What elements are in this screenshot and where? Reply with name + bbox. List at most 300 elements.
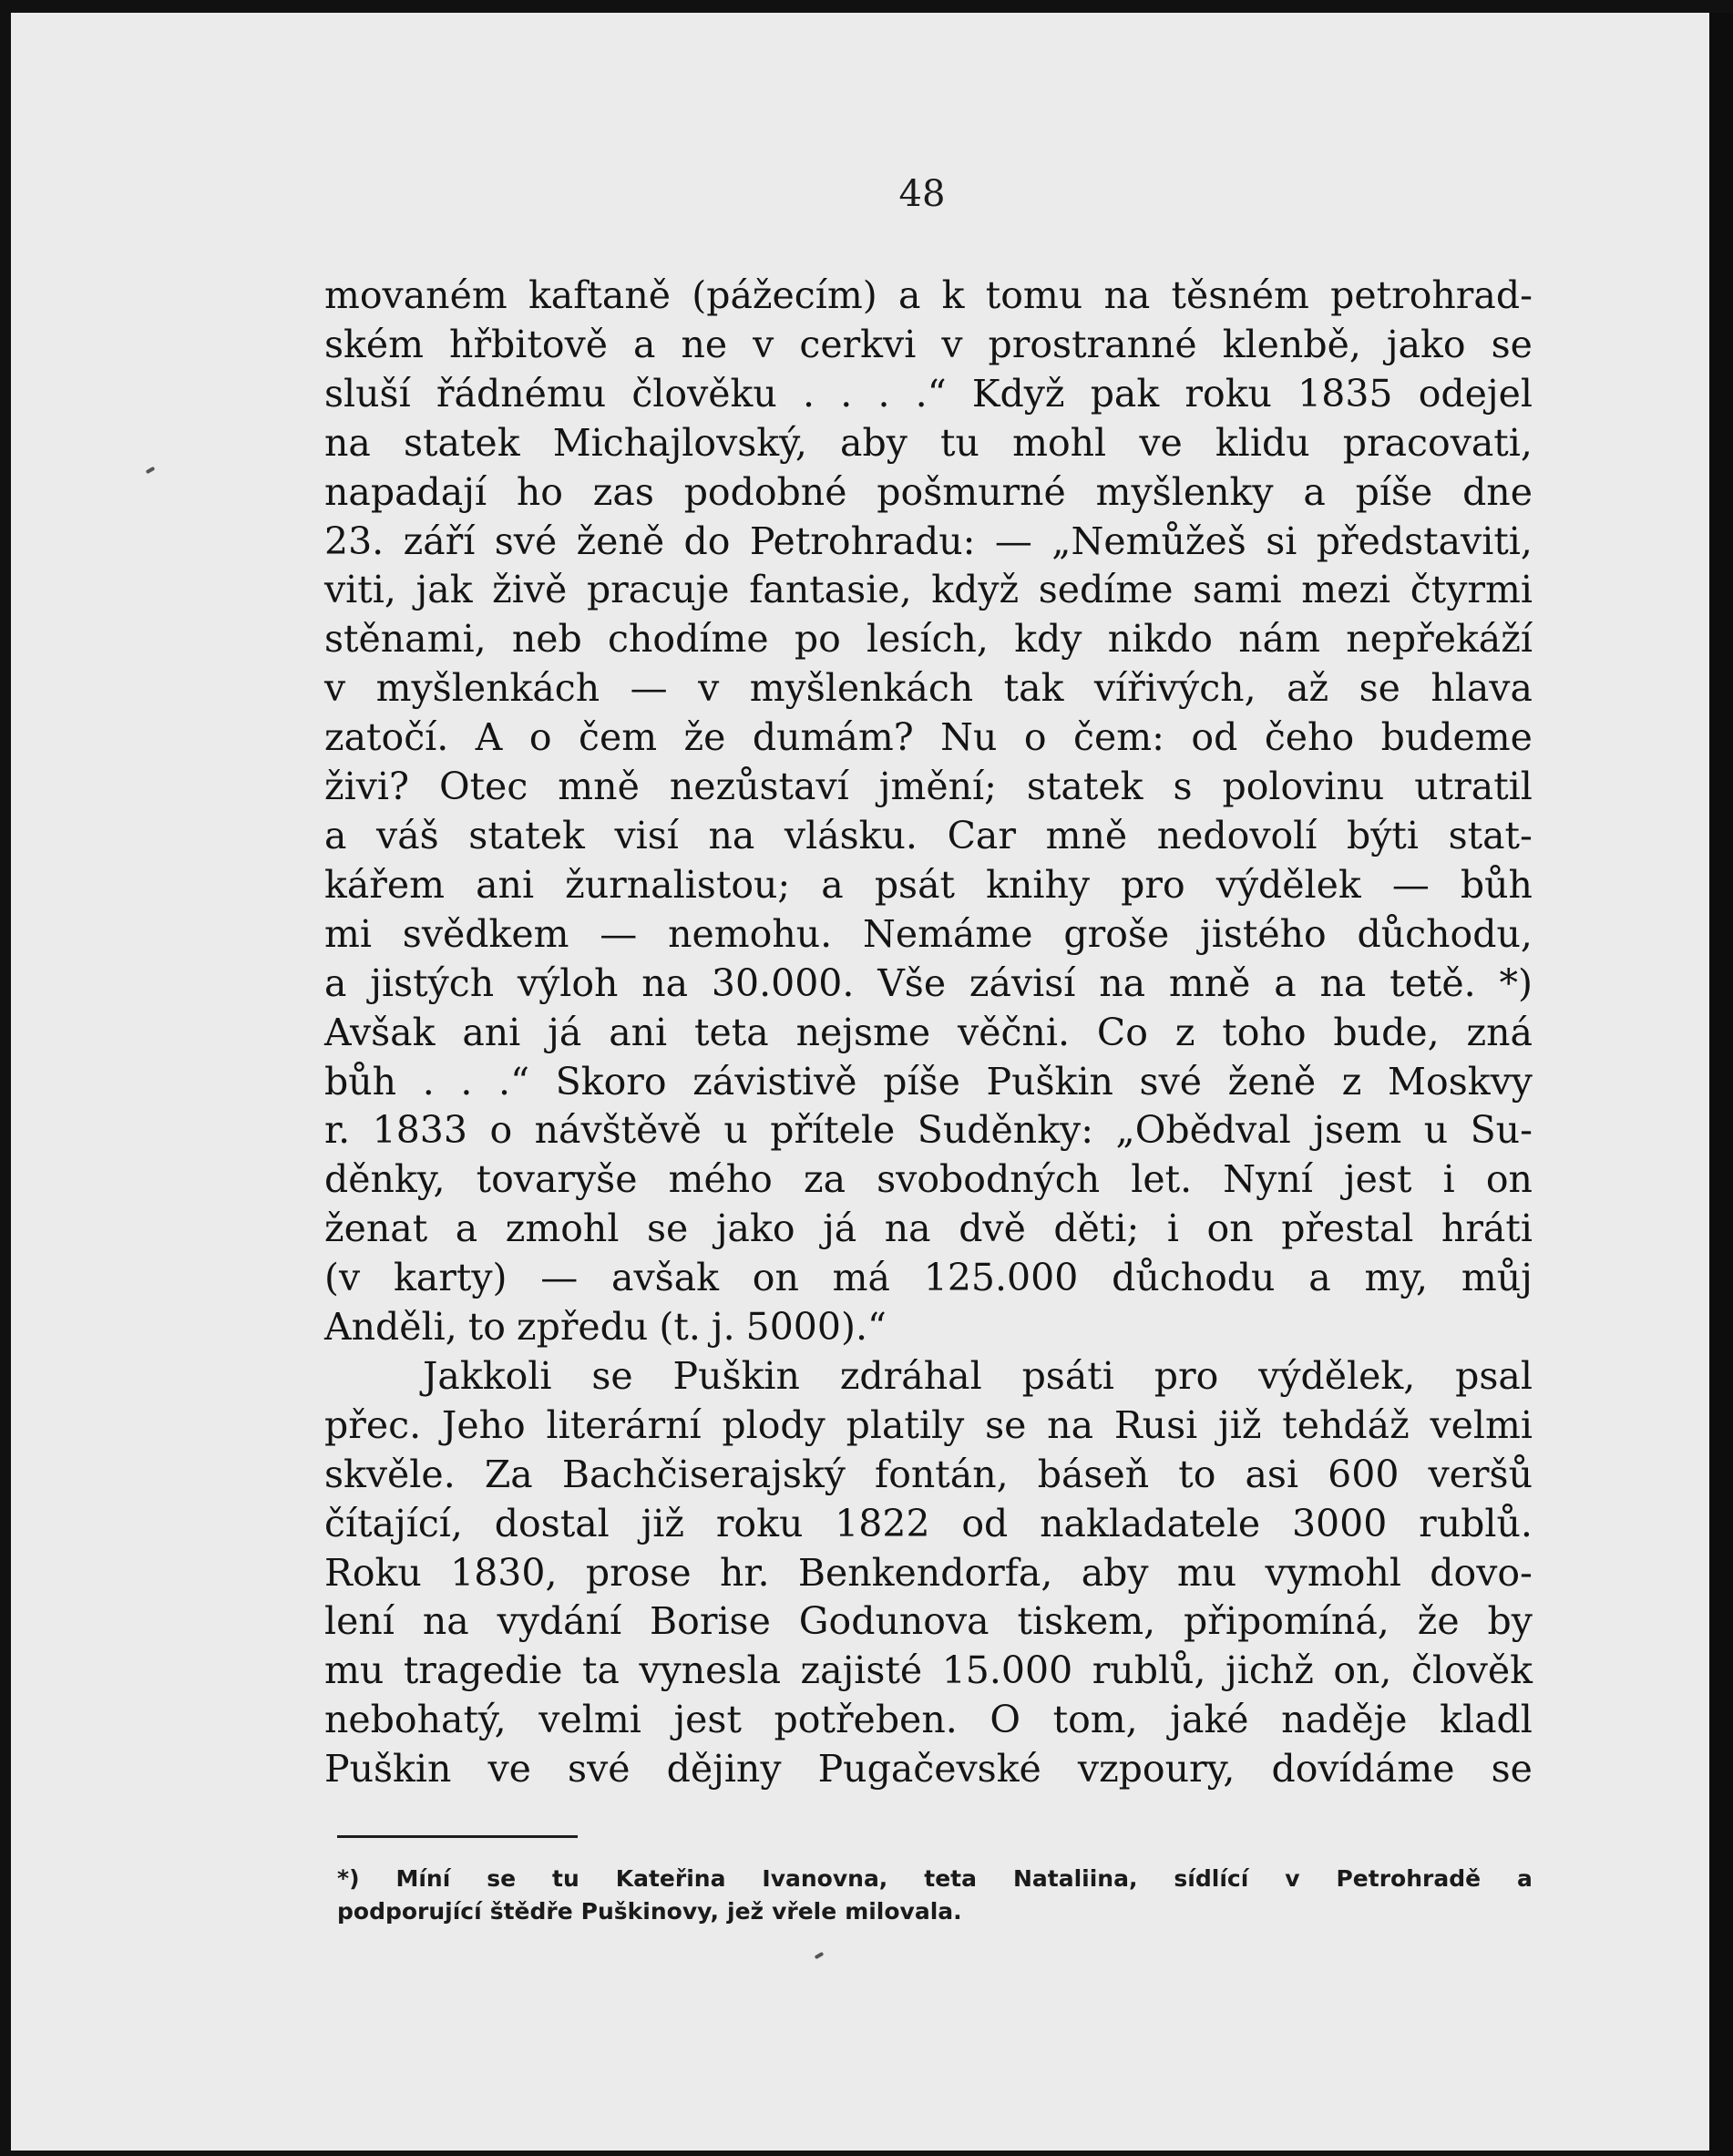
word: přítele <box>770 1108 896 1153</box>
word: mezi <box>1301 568 1391 612</box>
word: pošmurné <box>877 469 1066 514</box>
word: dne <box>1462 469 1533 514</box>
word: hřbitově <box>449 322 608 366</box>
word: knihy <box>986 862 1091 907</box>
word: čtyrmi <box>1410 568 1533 612</box>
word: milovala. <box>845 1898 962 1925</box>
word: na <box>1099 960 1146 1005</box>
word: když <box>931 568 1020 612</box>
word: psal <box>1455 1353 1533 1398</box>
word: dumám? <box>752 715 914 760</box>
word: výdělek <box>1215 862 1361 907</box>
word: můj <box>1461 1256 1533 1300</box>
word: svědkem <box>402 911 569 956</box>
footnote-line <box>337 1895 1533 1928</box>
word: na <box>1319 960 1367 1005</box>
word: ském <box>324 322 425 366</box>
word: Suděnky: <box>917 1108 1094 1153</box>
word: Jakkoli <box>423 1353 552 1398</box>
word: kladl <box>1440 1698 1533 1742</box>
word: zmohl <box>505 1206 620 1251</box>
word: pak <box>1090 371 1160 416</box>
word: živě <box>492 568 568 612</box>
word: ženě <box>576 518 665 563</box>
word: důchodu <box>1112 1256 1276 1300</box>
word: závisí <box>969 960 1076 1005</box>
word: sami <box>1193 568 1282 612</box>
word: Puškin <box>324 1747 452 1792</box>
word: mého <box>668 1157 773 1202</box>
text-line <box>324 468 1533 518</box>
word: se <box>1491 1747 1533 1792</box>
word: Skoro <box>555 1059 667 1104</box>
word: Nyní <box>1223 1157 1313 1202</box>
word: Když <box>971 371 1065 416</box>
word: on <box>1206 1206 1254 1251</box>
text-line <box>324 1106 1533 1155</box>
word: vířivých, <box>1093 666 1256 711</box>
word: Rusi <box>1113 1402 1198 1447</box>
word: v <box>698 666 720 711</box>
ink-speck <box>815 1952 825 1959</box>
word: nám <box>1238 617 1320 662</box>
text-line <box>324 1500 1533 1549</box>
word: od <box>961 1501 1009 1545</box>
word: a <box>324 813 347 857</box>
word: Puškinovy, <box>580 1898 719 1925</box>
word: 5000).“ <box>745 1305 887 1350</box>
word: ženat <box>324 1206 428 1251</box>
word: si <box>1266 518 1297 563</box>
word: vlásku. <box>784 813 918 857</box>
word: nemohu. <box>668 911 833 956</box>
word: rublů. <box>1419 1501 1533 1545</box>
text-line <box>324 1745 1533 1794</box>
word: hr. <box>720 1550 770 1595</box>
word: . <box>460 1059 473 1104</box>
word: zpředu <box>516 1305 649 1350</box>
word: i <box>1166 1206 1179 1251</box>
word: myšlenky <box>1095 469 1274 514</box>
word: štědře <box>489 1898 573 1925</box>
word: tragedie <box>403 1648 563 1693</box>
word: a <box>821 862 844 907</box>
word: veršů <box>1428 1452 1533 1496</box>
word: jmění; <box>878 765 997 809</box>
word: děti; <box>1053 1206 1140 1251</box>
word: Nu <box>940 715 998 760</box>
word: nakladatele <box>1040 1501 1261 1545</box>
word: 1833 <box>372 1108 467 1153</box>
word: se <box>591 1353 633 1398</box>
word: platily <box>846 1402 965 1447</box>
word: Avšak <box>324 1010 436 1054</box>
word: podobné <box>683 469 847 514</box>
word: on <box>752 1256 799 1300</box>
word: čem <box>578 715 658 760</box>
word: těsném <box>1171 273 1309 317</box>
word: podporující <box>337 1898 482 1925</box>
word: živi? <box>324 765 409 809</box>
word: mi <box>324 911 372 956</box>
word: psát <box>874 862 956 907</box>
word: nezůstaví <box>669 765 849 809</box>
word: Bachčiserajský <box>561 1452 846 1496</box>
word: r. <box>324 1108 351 1153</box>
word: a <box>1517 1865 1533 1892</box>
word: budeme <box>1380 715 1533 760</box>
word: pracuje <box>586 568 730 612</box>
word: vřele <box>772 1898 837 1925</box>
word: že <box>683 715 726 760</box>
word: zatočí. <box>324 715 449 760</box>
word: se <box>1359 666 1400 711</box>
word: lesích, <box>866 617 989 662</box>
word: tom, <box>1052 1698 1138 1742</box>
word: tak <box>1003 666 1064 711</box>
word: býti <box>1347 813 1419 857</box>
text-line <box>324 812 1533 861</box>
word: se <box>487 1865 517 1892</box>
word: Petrohradě <box>1336 1865 1482 1892</box>
word: na <box>422 1599 469 1644</box>
word: aby <box>840 420 908 465</box>
word: jest <box>673 1698 742 1742</box>
word: kdy <box>1014 617 1082 662</box>
word: klidu <box>1215 420 1310 465</box>
word: stat- <box>1448 813 1533 857</box>
word: čítající, <box>324 1501 463 1545</box>
word: (t. <box>659 1305 701 1350</box>
word: až <box>1287 666 1329 711</box>
word: dějiny <box>666 1747 782 1792</box>
word: rublů, <box>1092 1648 1206 1693</box>
word: zná <box>1466 1010 1533 1054</box>
word: Moskvy <box>1388 1059 1533 1104</box>
text-line <box>324 1696 1533 1745</box>
text-line <box>324 1205 1533 1254</box>
word: bůh <box>324 1059 397 1104</box>
word: teta <box>694 1010 769 1054</box>
word: ani <box>462 1010 521 1054</box>
word: Ivanovna, <box>762 1865 888 1892</box>
word: za <box>803 1157 846 1202</box>
word: — <box>630 666 668 711</box>
word: utratil <box>1414 765 1533 809</box>
word: vynesla <box>639 1648 782 1693</box>
word: tiskem, <box>1017 1599 1156 1644</box>
word: nejsme <box>795 1010 931 1054</box>
word: 1822 <box>835 1501 930 1545</box>
footnote <box>337 1863 1533 1928</box>
word: tu <box>552 1865 579 1892</box>
word: nebohatý, <box>324 1698 507 1742</box>
word: děnky, <box>324 1157 446 1202</box>
word: teta <box>924 1865 977 1892</box>
word: představiti, <box>1316 518 1533 563</box>
word: sedíme <box>1038 568 1174 612</box>
word: by <box>1487 1599 1533 1644</box>
word: mně <box>558 765 640 809</box>
word: 1835 <box>1297 371 1393 416</box>
word: Anděli, <box>324 1305 457 1350</box>
text-line <box>324 1155 1533 1205</box>
word: 1830, <box>450 1550 558 1595</box>
text-line <box>324 370 1533 419</box>
word: dovo- <box>1430 1550 1533 1595</box>
word: tomu <box>985 273 1083 317</box>
word: výloh <box>517 960 619 1005</box>
word: přestal <box>1281 1206 1414 1251</box>
text-line <box>324 1401 1533 1451</box>
word: na <box>1103 273 1151 317</box>
word: po <box>794 617 841 662</box>
word: roku <box>1184 371 1272 416</box>
word: jako <box>715 1206 795 1251</box>
word: mohl <box>1012 420 1107 465</box>
word: ani <box>476 862 535 907</box>
word: (pážecím) <box>692 273 877 317</box>
text-line <box>324 910 1533 960</box>
word: od <box>1191 715 1238 760</box>
text-line <box>324 861 1533 910</box>
word: .“ <box>498 1059 530 1104</box>
footnote-rule <box>337 1835 578 1838</box>
word: on, <box>1333 1648 1392 1693</box>
word: tehdáž <box>1282 1402 1410 1447</box>
text-line <box>324 566 1533 615</box>
word: zajisté <box>800 1648 923 1693</box>
word: Godunova <box>798 1599 990 1644</box>
word: chodíme <box>608 617 769 662</box>
text-line <box>324 419 1533 468</box>
word: asi <box>1245 1452 1299 1496</box>
text-line <box>324 1451 1533 1500</box>
word: O <box>990 1698 1020 1742</box>
word: petrohrad- <box>1330 273 1533 317</box>
word: do <box>683 518 731 563</box>
word: pro <box>1121 862 1185 907</box>
word: v <box>941 322 963 366</box>
word: v <box>324 666 346 711</box>
word: neb <box>511 617 582 662</box>
word: vymohl <box>1265 1550 1401 1595</box>
word: Otec <box>438 765 528 809</box>
word: a <box>455 1206 478 1251</box>
word: „Obědval <box>1115 1108 1291 1153</box>
word: člověku <box>631 371 777 416</box>
word: věčni. <box>958 1010 1070 1054</box>
word: 600 <box>1328 1452 1400 1496</box>
word: aby <box>1081 1550 1149 1595</box>
word: 125.000 <box>923 1256 1079 1300</box>
ink-speck <box>146 467 156 474</box>
word: tetě. <box>1389 960 1476 1005</box>
word: své <box>494 518 558 563</box>
word: v <box>1285 1865 1300 1892</box>
word: váš <box>376 813 439 857</box>
word: stěnami, <box>324 617 487 662</box>
word: on <box>1485 1157 1533 1202</box>
body-text <box>324 272 1533 1794</box>
word: viti, <box>324 568 396 612</box>
word: jako <box>1386 322 1466 366</box>
word: avšak <box>611 1256 719 1300</box>
word: fantasie, <box>749 568 912 612</box>
word: literární <box>546 1402 702 1447</box>
word: Borise <box>650 1599 771 1644</box>
word: toho <box>1222 1010 1307 1054</box>
word: se <box>1491 322 1533 366</box>
word: ve <box>487 1747 531 1792</box>
word: odejel <box>1418 371 1533 416</box>
word: s <box>1173 765 1193 809</box>
word: .“ <box>915 371 947 416</box>
word: Benkendorfa, <box>797 1550 1053 1595</box>
word: návštěvě <box>534 1108 702 1153</box>
word: na <box>1047 1402 1094 1447</box>
word: — <box>1391 862 1430 907</box>
word: žurnalistou; <box>565 862 791 907</box>
word: Su- <box>1470 1108 1533 1153</box>
word: Za <box>484 1452 533 1496</box>
page-number: 48 <box>898 173 946 215</box>
word: Puškin <box>672 1353 800 1398</box>
text-line <box>324 1303 1533 1352</box>
word: tovaryše <box>476 1157 638 1202</box>
word: — <box>540 1256 579 1300</box>
word: — <box>600 911 638 956</box>
word: 23. <box>324 518 385 563</box>
word: myšlenkách <box>375 666 600 711</box>
word: Kateřina <box>615 1865 726 1892</box>
text-line <box>324 714 1533 763</box>
word: o <box>528 715 552 760</box>
word: na <box>884 1206 931 1251</box>
word: Car <box>947 813 1016 857</box>
word: psáti <box>1021 1353 1114 1398</box>
text-line <box>324 272 1533 321</box>
word: jest <box>1343 1157 1412 1202</box>
word: nikdo <box>1107 617 1213 662</box>
word: ve <box>1139 420 1183 465</box>
word: A <box>475 715 503 760</box>
word: Pugačevské <box>817 1747 1041 1792</box>
word: . <box>422 1059 435 1104</box>
footnote-line <box>337 1863 1533 1895</box>
word: velmi <box>538 1698 641 1742</box>
word: prose <box>585 1550 692 1595</box>
word: báseň <box>1037 1452 1150 1496</box>
word: Michajlovský, <box>552 420 807 465</box>
word: vydání <box>497 1599 622 1644</box>
word: movaném <box>324 273 508 317</box>
word: píše <box>883 1059 960 1104</box>
word: a <box>1274 960 1297 1005</box>
word: *) <box>337 1865 360 1892</box>
word: cerkvi <box>799 322 917 366</box>
word: Petrohradu: <box>749 518 976 563</box>
word: velmi <box>1430 1402 1533 1447</box>
text-line <box>324 1254 1533 1303</box>
word: ani <box>609 1010 668 1054</box>
word: Nemáme <box>862 911 1033 956</box>
word: jistého <box>1200 911 1327 956</box>
word: myšlenkách <box>749 666 974 711</box>
word: kářem <box>324 862 446 907</box>
word: hlava <box>1430 666 1533 711</box>
word: i <box>1442 1157 1455 1202</box>
word: pro <box>1154 1353 1219 1398</box>
word: zdráhal <box>839 1353 982 1398</box>
word: jistých <box>370 960 495 1005</box>
text-line <box>324 1597 1533 1647</box>
word: píše <box>1355 469 1433 514</box>
word: jsem <box>1313 1108 1402 1153</box>
word: ne <box>681 322 728 366</box>
word: roku <box>715 1501 804 1545</box>
word: my, <box>1364 1256 1429 1300</box>
word: karty) <box>393 1256 508 1300</box>
word: sluší <box>324 371 411 416</box>
word: jichž <box>1225 1648 1314 1693</box>
word: Míní <box>395 1865 451 1892</box>
word: že <box>1417 1599 1460 1644</box>
word: Nataliina, <box>1012 1865 1138 1892</box>
text-line <box>324 518 1533 567</box>
word: se <box>985 1402 1027 1447</box>
word: tu <box>940 420 979 465</box>
word: *) <box>1499 960 1533 1005</box>
word: groše <box>1063 911 1170 956</box>
word: nepřekáží <box>1346 617 1533 662</box>
word: řádnému <box>436 371 607 416</box>
scan-edge <box>1709 13 1733 2156</box>
word: a <box>1303 469 1326 514</box>
text-line <box>324 1009 1533 1058</box>
word: v <box>753 322 774 366</box>
word: čeho <box>1264 715 1355 760</box>
word: připomíná, <box>1184 1599 1389 1644</box>
word: to <box>467 1305 506 1350</box>
word: já <box>548 1010 582 1054</box>
text-line <box>324 321 1533 370</box>
word: a <box>897 273 921 317</box>
word: již <box>641 1501 685 1545</box>
word: Roku <box>324 1550 422 1595</box>
word: přec. <box>324 1402 422 1447</box>
word: závistivě <box>692 1059 857 1104</box>
word: ho <box>516 469 563 514</box>
word: Vše <box>877 960 947 1005</box>
word: ženě <box>1227 1059 1317 1104</box>
text-line <box>324 1352 1533 1401</box>
word: na <box>708 813 755 857</box>
text-line <box>324 1549 1533 1598</box>
word: jež <box>727 1898 764 1925</box>
word: visí <box>614 813 679 857</box>
word: dovídáme <box>1271 1747 1455 1792</box>
text-line <box>324 1058 1533 1107</box>
word: 30.000. <box>711 960 855 1005</box>
word: napadají <box>324 469 487 514</box>
word: nedovolí <box>1156 813 1318 857</box>
word: — <box>994 518 1032 563</box>
word: jaké <box>1170 1698 1249 1742</box>
word: a <box>324 960 347 1005</box>
word: čem: <box>1073 715 1164 760</box>
word: lení <box>324 1599 395 1644</box>
